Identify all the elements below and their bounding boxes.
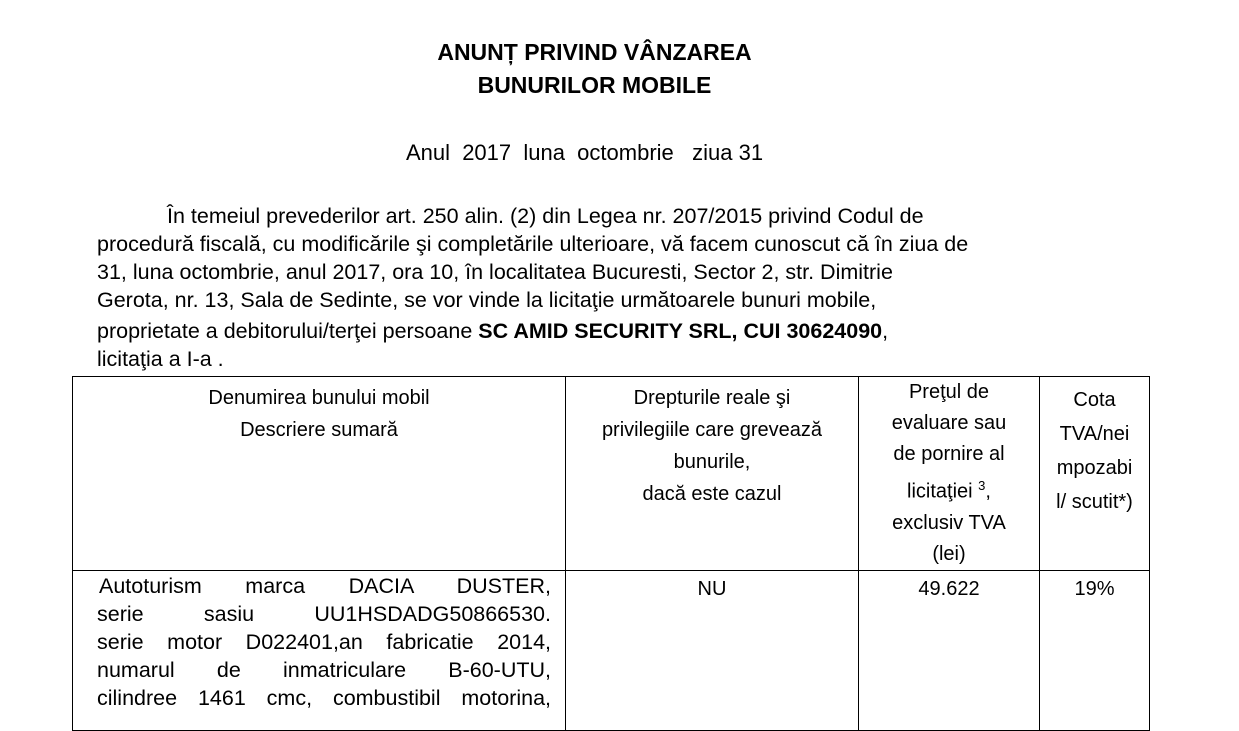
vat-value: 19% bbox=[1074, 577, 1115, 600]
header-price-line-2: evaluare sau bbox=[891, 412, 1007, 434]
header-price-line-5: exclusiv TVA bbox=[892, 511, 1006, 534]
paragraph-line-5 bbox=[97, 317, 1042, 345]
announcement-date: Anul 2017 luna octombrie ziua 31 bbox=[405, 140, 764, 165]
document-title-line-2: BUNURILOR MOBILE bbox=[477, 72, 712, 98]
paragraph-line-6: licitaţia a I-a . bbox=[97, 347, 224, 371]
row-vat bbox=[1040, 570, 1150, 730]
rights-value: NU bbox=[697, 577, 727, 600]
price-value: 49.622 bbox=[918, 577, 980, 600]
paragraph-line-1: În temeiul prevederilor art. 250 alin. (2) din Legea nr. 207/2015 privind Codul de bbox=[167, 204, 924, 228]
description-line-2: serie sasiu UU1HSDADG50866530. bbox=[97, 601, 551, 626]
paragraph-line-4: Gerota, nr. 13, Sala de Sedinte, se vor vinde la licitaţie următoarele bunuri mobile, bbox=[97, 288, 877, 312]
header-vat bbox=[1040, 377, 1150, 571]
description-line-1: Autoturism marca DACIA DUSTER, bbox=[99, 573, 551, 598]
header-description bbox=[73, 377, 566, 571]
header-vat-line-3: mpozabi bbox=[1056, 457, 1133, 479]
goods-table bbox=[72, 376, 1150, 731]
header-vat-line-4: l/ scutit*) bbox=[1056, 491, 1133, 513]
header-vat-line-2: TVA/nei bbox=[1059, 423, 1130, 445]
header-description-line-1: Denumirea bunului mobil bbox=[208, 387, 430, 409]
header-rights-line-1: Drepturile reale şi bbox=[633, 387, 791, 409]
description-line-5: cilindree 1461 cmc, combustibil motorina, bbox=[97, 685, 551, 710]
table-header-row bbox=[73, 377, 1150, 571]
header-rights-line-2: privilegiile care grevează bbox=[601, 419, 823, 441]
header-price-line-3: de pornire al bbox=[893, 443, 1005, 465]
header-price bbox=[859, 377, 1040, 571]
header-price-line-4 bbox=[859, 470, 1039, 508]
document-title-line-1: ANUNȚ PRIVIND VÂNZAREA bbox=[437, 39, 752, 65]
debtor-prefix: proprietate a debitorului/terţei persoane bbox=[97, 319, 479, 343]
description-line-3: serie motor D022401,an fabricatie 2014, bbox=[97, 629, 551, 654]
paragraph-line-3: 31, luna octombrie, anul 2017, ora 10, în localitatea Bucuresti, Sector 2, str. Dimitrie bbox=[97, 260, 893, 284]
row-rights bbox=[566, 570, 859, 730]
footnote-marker: 3 bbox=[978, 478, 986, 493]
row-description bbox=[73, 570, 566, 730]
description-line-4: numarul de inmatriculare B-60-UTU, bbox=[97, 657, 551, 682]
debtor-name: SC AMID SECURITY SRL, CUI 30624090 bbox=[478, 319, 883, 343]
header-vat-line-1: Cota bbox=[1073, 389, 1116, 411]
header-description-line-2: Descriere sumară bbox=[240, 419, 398, 441]
table-row bbox=[73, 570, 1150, 730]
header-price-licitatie: licitaţiei bbox=[907, 480, 973, 503]
header-price-comma: , bbox=[985, 480, 991, 503]
header-price-line-6: (lei) bbox=[932, 542, 966, 565]
header-rights-line-4: dacă este cazul bbox=[642, 483, 782, 505]
row-price bbox=[859, 570, 1040, 730]
header-rights-line-3: bunurile, bbox=[673, 451, 751, 473]
debtor-suffix: , bbox=[882, 319, 889, 343]
paragraph-line-2: procedură fiscală, cu modificările şi completările ulterioare, vă facem cunoscut că în ziua de bbox=[97, 232, 969, 256]
header-price-line-1: Preţul de bbox=[908, 381, 990, 403]
header-rights bbox=[566, 377, 859, 571]
